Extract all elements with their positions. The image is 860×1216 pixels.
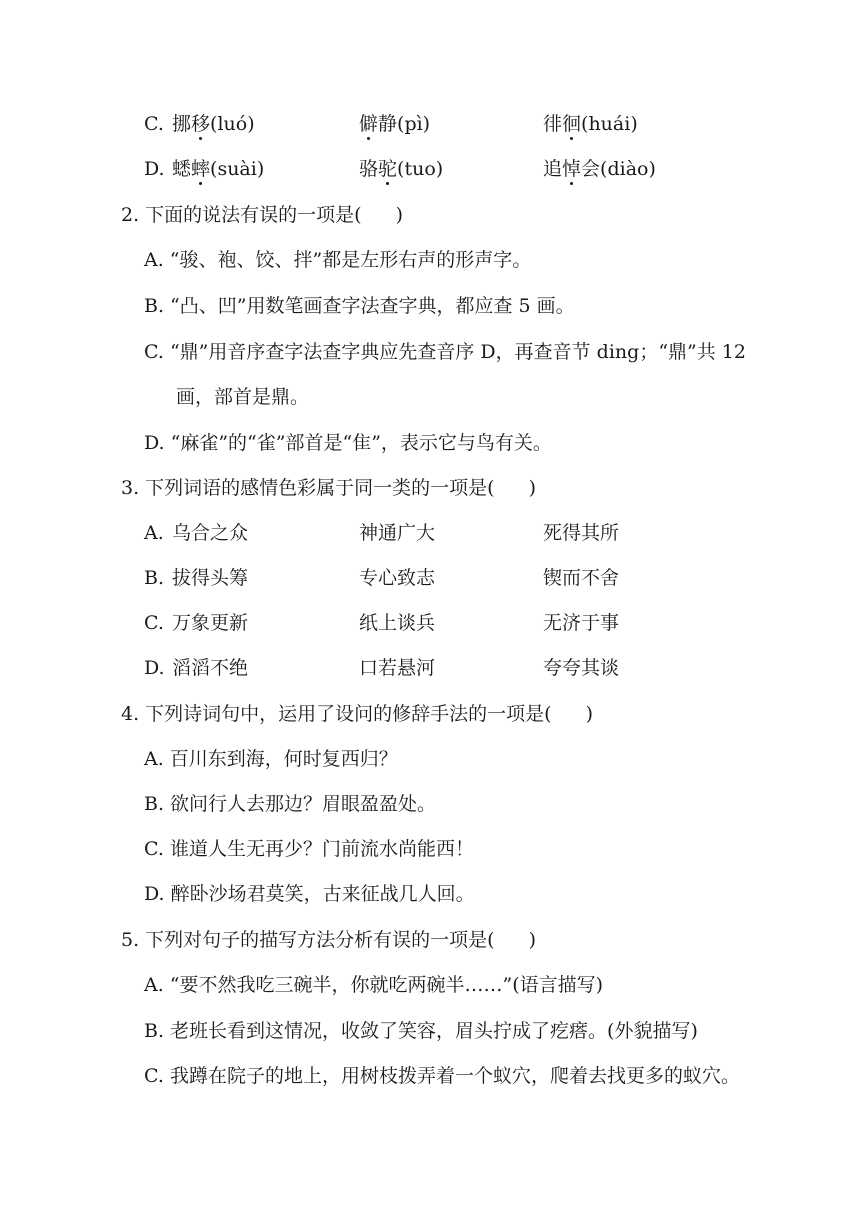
q2-stem: 2. 下面的说法有误的一项是( ) [121,204,404,226]
q3-stem: 3. 下列词语的感情色彩属于同一类的一项是( ) [121,477,537,499]
q2-option-d: D. “麻雀”的“雀”部首是“隹”，表示它与鸟有关。 [144,432,552,454]
q3-b-word3: 锲而不舍 [543,567,620,589]
q5-option-a: A. “要不然我吃三碗半，你就吃两碗半……”(语言描写) [144,974,604,996]
q2-option-a: A. “骏、袍、饺、拌”都是左形右声的形声字。 [144,249,532,271]
q4-option-a: A. 百川东到海，何时复西归？ [144,748,398,770]
q1-c-word1: 挪移(luó) [172,113,255,135]
q1-d-word2: 骆驼(tuo) [359,158,444,180]
q3-d-word1: 滔滔不绝 [172,657,249,679]
q2-option-c-line2: 画，部首是鼎。 [176,386,310,408]
q1-c-label: C. [144,113,164,135]
q3-d-label: D. [144,657,165,679]
q3-b-word2: 专心致志 [359,567,436,589]
q1-d-word1: 蟋蟀(suài) [172,158,265,180]
q3-c-label: C. [144,612,164,634]
q3-b-label: B. [144,567,165,589]
q3-c-word2: 纸上谈兵 [359,612,436,634]
q5-stem: 5. 下列对句子的描写方法分析有误的一项是( ) [121,929,537,951]
q4-option-b: B. 欲问行人去那边？眉眼盈盈处。 [144,793,437,815]
q2-option-b: B. “凸、凹”用数笔画查字法查字典，都应查 5 画。 [144,295,575,317]
q3-c-word3: 无济于事 [543,612,620,634]
q3-a-word3: 死得其所 [543,522,620,544]
q2-option-c-line1: C. “鼎”用音序查字法查字典应先查音序 D，再查音节 ding；“鼎”共 12 [144,341,746,363]
q3-a-word1: 乌合之众 [172,522,249,544]
q4-stem: 4. 下列诗词句中，运用了设问的修辞手法的一项是( ) [121,703,594,725]
q1-c-word3: 徘徊(huái) [543,113,638,135]
q1-d-word3: 追悼会(diào) [543,158,656,180]
q5-option-c: C. 我蹲在院子的地上，用树枝拨弄着一个蚁穴，爬着去找更多的蚁穴。 [144,1065,740,1087]
q1-d-label: D. [144,158,165,180]
q4-option-d: D. 醉卧沙场君莫笑，古来征战几人回。 [144,883,475,905]
q3-d-word2: 口若悬河 [359,657,436,679]
q3-c-word1: 万象更新 [172,612,249,634]
q3-b-word1: 拔得头筹 [172,567,249,589]
q4-option-c: C. 谁道人生无再少？门前流水尚能西！ [144,838,474,860]
q3-d-word3: 夸夸其谈 [543,657,620,679]
q5-option-b: B. 老班长看到这情况，收敛了笑容，眉头拧成了疙瘩。(外貌描写) [144,1020,698,1042]
q3-a-word2: 神通广大 [359,522,436,544]
q1-c-word2: 僻静(pì) [359,113,431,135]
q3-a-label: A. [144,522,164,544]
